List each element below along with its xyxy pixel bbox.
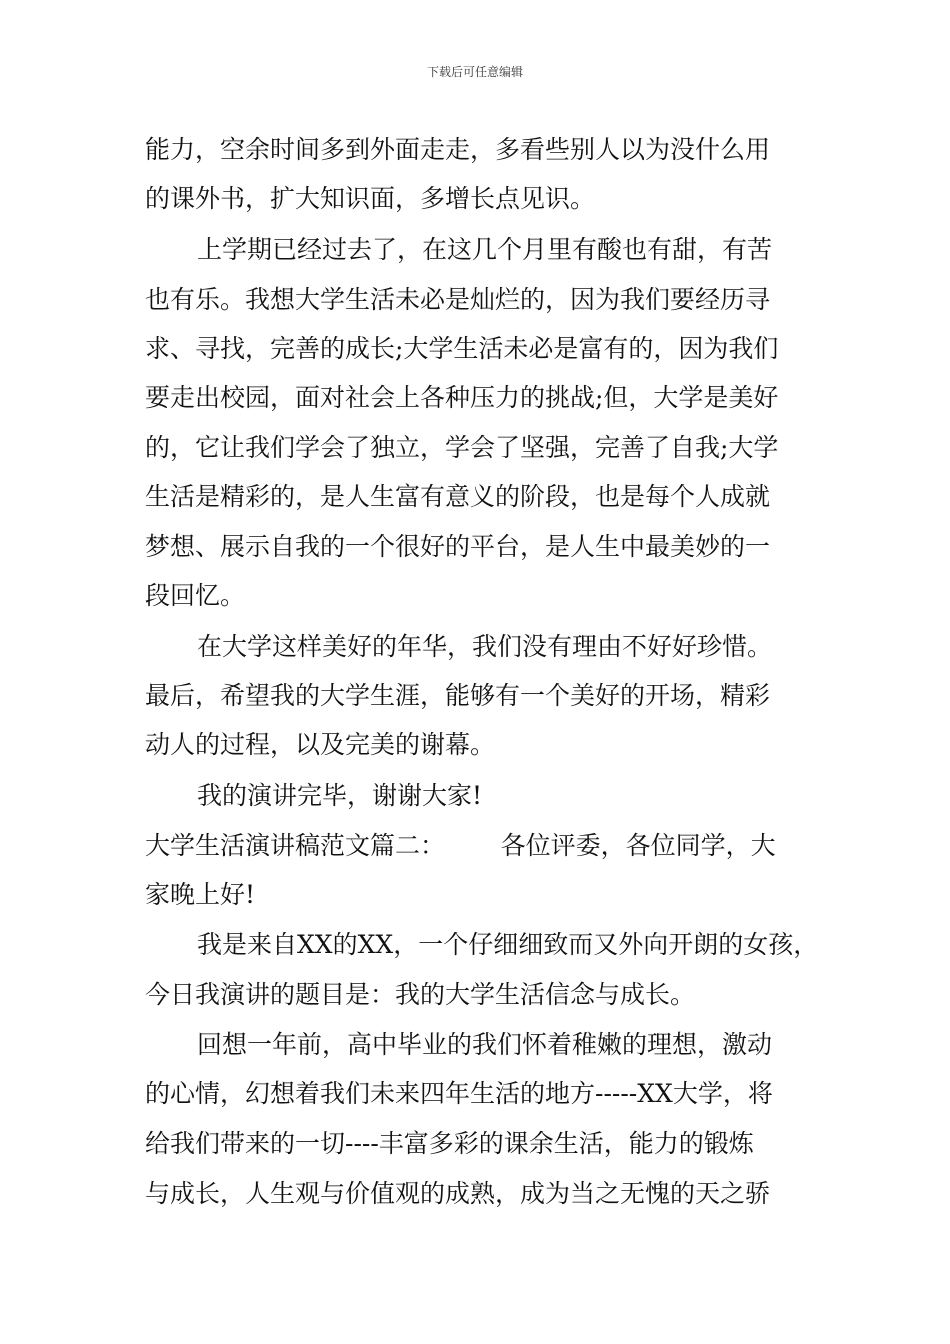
text-line: 最后，希望我的大学生涯，能够有一个美好的开场，精彩 [145,681,771,710]
text-line: 的课外书，扩大知识面，多增长点见识。 [145,184,596,213]
page-header: 下载后可任意编辑 [426,65,523,79]
text-line: 要走出校园，面对社会上各种压力的挑战;但，大学是美好 [145,383,779,412]
text-line: 能力，空余时间多到外面走走，多看些别人以为没什么用 [145,135,771,164]
text-line: 的，它让我们学会了独立，学会了坚强，完善了自我;大学 [145,433,779,462]
text-line: 上学期已经过去了，在这几个月里有酸也有甜，有苦 [197,235,773,264]
text-line: 段回忆。 [145,581,246,610]
text-line: 求、寻找，完善的成长;大学生活未必是富有的，因为我们 [145,334,779,363]
text-line: 与成长，人生观与价值观的成熟，成为当之无愧的天之骄 [145,1179,771,1208]
text-line: 梦想、展示自我的一个很好的平台，是人生中最美妙的一 [145,532,771,561]
text-line: 生活是精彩的，是人生富有意义的阶段，也是每个人成就 [145,482,771,511]
text-line: 回想一年前，高中毕业的我们怀着稚嫩的理想，激动 [197,1030,773,1059]
text-line: 也有乐。我想大学生活未必是灿烂的，因为我们要经历寻 [145,285,771,314]
text-line: 给我们带来的一切----丰富多彩的课余生活，能力的锻炼 [145,1129,754,1158]
text-line: 我是来自XX的XX，一个仔细细致而又外向开朗的女孩， [197,930,819,959]
text-line: 今日我演讲的题目是：我的大学生活信念与成长。 [145,980,696,1009]
text-line: 家晚上好! [145,880,256,909]
text-line: 在大学这样美好的年华，我们没有理由不好好珍惜。 [197,632,773,661]
text-line: 的心情，幻想着我们未来四年生活的地方-----XX大学，将 [145,1079,773,1108]
text-line: 大学生活演讲稿范文篇二： 各位评委，各位同学，大 [145,831,776,860]
text-line: 我的演讲完毕，谢谢大家! [197,781,483,810]
text-line: 动人的过程，以及完美的谢幕。 [145,730,496,759]
